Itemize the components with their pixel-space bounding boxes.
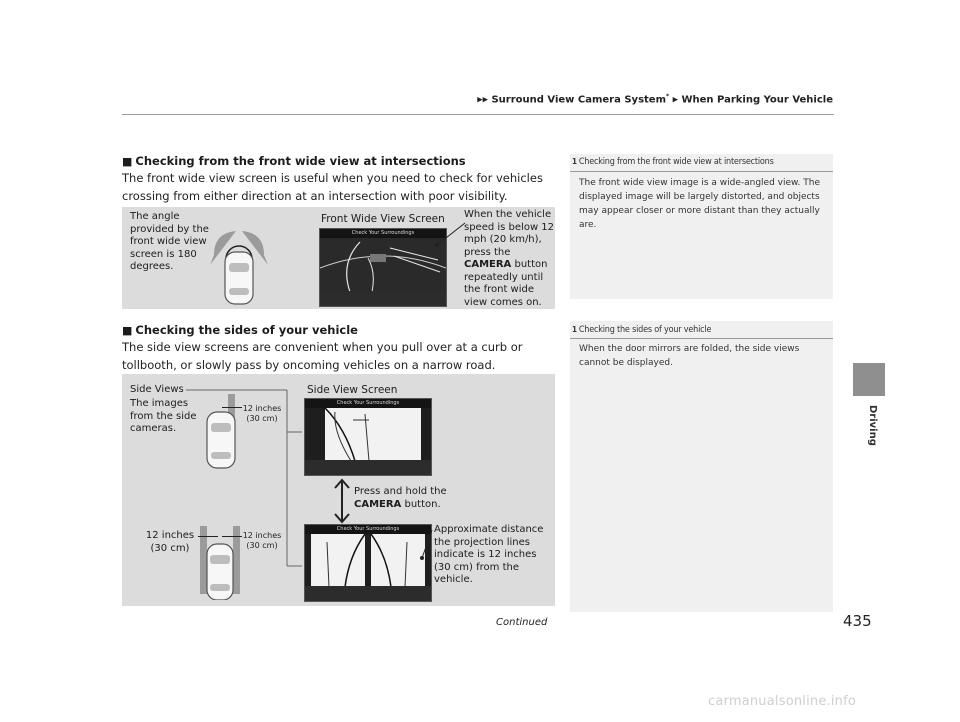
angle-caption: The angle provided by the front wide view screen is 180 degrees.	[130, 211, 209, 272]
car-body	[225, 252, 253, 304]
screen-header: Check Your Surroundings	[336, 400, 400, 406]
bullet-square-icon: ■	[122, 155, 133, 168]
measurement-label-upper: 12 inches (30 cm)	[242, 404, 282, 423]
note-divider	[570, 171, 833, 172]
distance-caption: Approximate distance the projection lines indicate is 12 inches (30 cm) from the vehicle.	[434, 524, 544, 585]
car-top-view-front	[200, 225, 278, 309]
screen-control-bar	[305, 586, 431, 601]
car-rear-window	[229, 288, 249, 295]
note-divider	[570, 338, 833, 339]
watermark: carmanualsonline.info	[708, 694, 857, 709]
note-box-front-wide	[570, 154, 833, 299]
note-text-sides: When the door mirrors are folded, the side views cannot be displayed.	[579, 344, 800, 368]
measurement-label-lower-right: 12 inches (30 cm)	[242, 531, 282, 550]
screen-control-bar	[305, 460, 431, 475]
car-body	[207, 544, 233, 600]
side-view-screen-label: Side View Screen	[307, 384, 398, 396]
side-view-image-lower	[305, 534, 431, 587]
measurement-arrow-lower-left	[198, 536, 218, 537]
front-wide-screen	[319, 228, 447, 307]
camera-button-label: CAMERA	[354, 498, 402, 510]
note-box-sides	[570, 321, 833, 612]
breadcrumb-item-system[interactable]: Surround View Camera System	[491, 94, 666, 106]
section-title-sides: ■ Checking the sides of your vehicle	[122, 323, 358, 337]
screen-control-bar	[320, 291, 446, 306]
front-wide-screen-label: Front Wide View Screen	[321, 213, 445, 225]
bullet-square-icon: ■	[122, 324, 133, 337]
speed-caption: When the vehicle speed is below 12 mph (20 km/h), press the CAMERA button repeatedly until the front wide view comes on.	[464, 209, 555, 308]
continued-label: Continued	[496, 617, 548, 628]
side-views-caption: The images from the side cameras.	[130, 398, 197, 434]
breadcrumb-arrow-icon: ▶	[672, 95, 679, 104]
figure-front-wide	[122, 207, 555, 309]
chapter-tab	[853, 363, 885, 396]
chapter-tab-label: Driving	[867, 405, 878, 446]
front-wide-view-image	[320, 238, 446, 292]
header-divider	[122, 114, 834, 115]
car-body	[207, 412, 235, 468]
measurement-label-lower-left: 12 inches (30 cm)	[145, 530, 195, 554]
screen-header: Check Your Surroundings	[351, 230, 415, 236]
camera-button-label: CAMERA	[464, 259, 512, 270]
side-view-image-upper	[305, 408, 431, 461]
toggle-double-arrow-icon	[332, 478, 352, 524]
callout-line	[433, 219, 467, 249]
side-view-screen-lower	[304, 524, 432, 602]
note-marker-icon: 1	[572, 157, 577, 166]
figure-sides	[122, 374, 555, 606]
note-marker-icon: 1	[572, 325, 577, 334]
side-views-label: Side Views	[130, 384, 184, 395]
car-windshield	[229, 263, 249, 272]
section-body-front-wide: The front wide view screen is useful when you need to check for vehicles crossing from either direction at an intersection with poor visibility.	[122, 171, 543, 203]
press-caption: Press and hold the CAMERA button.	[354, 486, 447, 510]
page-number: 435	[843, 612, 872, 630]
breadcrumb	[0, 93, 833, 105]
section-body-sides: The side view screens are convenient when you pull over at a curb or tollbooth, or slowly pass by oncoming vehicles on a narrow road.	[122, 340, 523, 372]
side-view-screen-upper	[304, 398, 432, 476]
screen-header: Check Your Surroundings	[336, 526, 400, 532]
note-heading-sides: 1 Checking the sides of your vehicle	[572, 325, 712, 335]
note-text-front-wide: The front wide view image is a wide-angled view. The displayed image will be largely distorted, and objects may appear closer or more distant than they actually are.	[579, 178, 821, 230]
note-heading-front-wide: 1 Checking from the front wide view at intersections	[572, 157, 774, 167]
breadcrumb-item-parking[interactable]: When Parking Your Vehicle	[681, 94, 833, 106]
breadcrumb-arrow-icon: ▶▶	[477, 95, 488, 104]
asterisk-mark: *	[666, 93, 670, 100]
section-title-front-wide: ■ Checking from the front wide view at intersections	[122, 154, 466, 168]
